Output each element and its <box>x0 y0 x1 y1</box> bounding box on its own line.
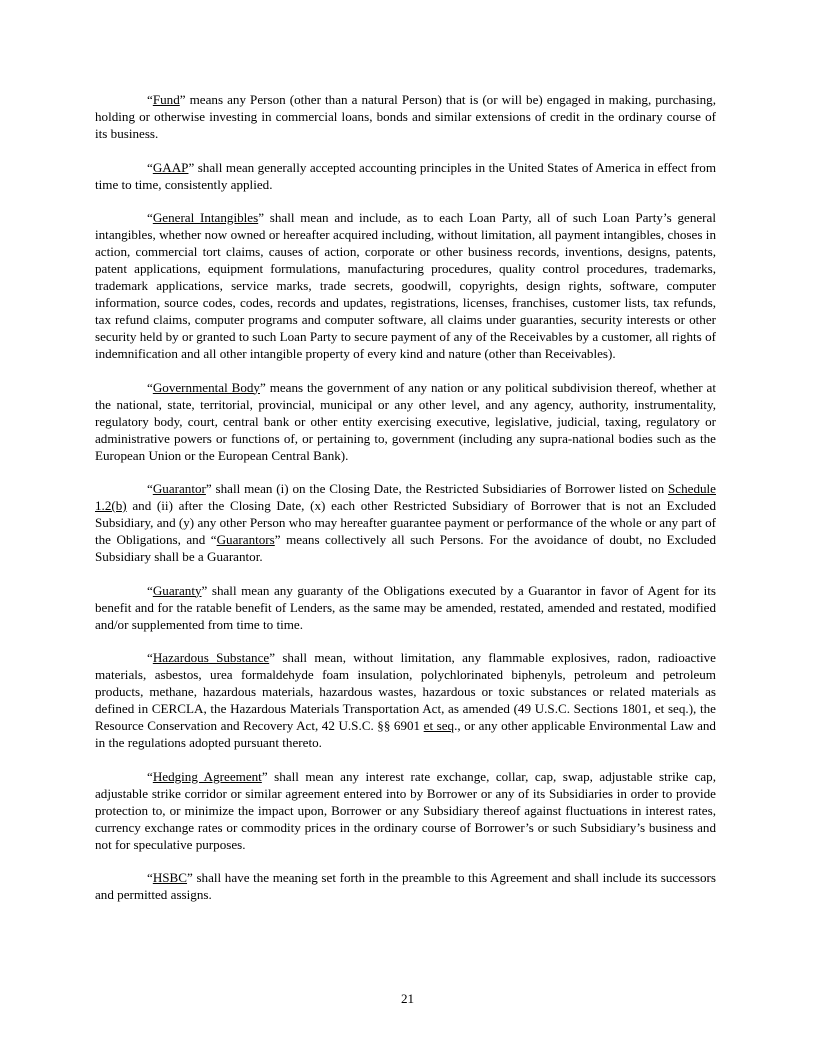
definition-text: shall mean and include, as to each Loan Party, all of such Loan Party’s general intangibles, whether now owned or hereafter acquired including, without limitation, all payment intangibles, choses in action, commercial tort claims, causes of action, corporate or other business records, inventions, designs, patents, patent applications, equipment formulations, manufacturing procedures, quality control procedures, trademarks, trademark applications, service marks, trade secrets, goodwill, copyrights, design rights, software, computer information, source codes, codes, records and updates, registrations, licenses, franchises, customer lists, tax refunds, tax refund claims, computer programs and computer software, all claims under guaranties, security interests or other security held by or granted to such Loan Party to secure payment of any of the Receivables by a customer, all rights of indemnification and all other intangible property of every kind and nature (other than Receivables). <box>95 210 716 361</box>
defined-term: General Intangibles <box>152 210 259 225</box>
definition-text: shall mean (i) on the Closing Date, the Restricted Subsidiaries of Borrower listed on <box>211 481 668 496</box>
defined-term: Hazardous Substance <box>152 650 270 665</box>
schedule-reference: Schedule 1.2(b) <box>95 481 716 513</box>
open-quote: “ <box>147 210 153 225</box>
page-number: 21 <box>400 991 415 1006</box>
open-quote: “ <box>147 92 153 107</box>
definition-text: ” means collectively all such Persons. For the avoidance of doubt, no Excluded Subsidiary shall be a Guarantor. <box>95 532 716 564</box>
definition-text: shall mean generally accepted accounting principles in the United States of America in effect from time to time, consistently applied. <box>95 159 716 192</box>
definition-text: and (ii) after the Closing Date, (x) each other Restricted Subsidiary of Borrower that is not an Excluded Subsidiary, and (y) any other Person who may hereafter guarantee payment or performance of the whole or any part of the Obligations, and “ <box>95 498 716 547</box>
open-quote: “ <box>147 481 153 496</box>
close-quote: ” <box>269 650 276 665</box>
definition-text: means any Person (other than a natural Person) that is (or will be) engaged in making, purchasing, holding or otherwise investing in commercial loans, bonds and similar extensions of credit in the ordinary course of its business. <box>95 92 716 141</box>
definition-hazardous-substance <box>95 649 716 751</box>
open-quote: “ <box>147 582 153 598</box>
definition-gaap <box>95 159 716 193</box>
definition-hedging-agreement <box>95 768 716 853</box>
defined-term-plural: Guarantors <box>216 532 275 547</box>
close-quote: ” <box>201 582 208 598</box>
definition-text: means the government of any nation or any political subdivision thereof, whether at the national, state, territorial, provincial, municipal or any other level, and any agency, authority, instrumentality, regulatory body, court, central bank or other entity exercising executive, legislative, judicial, taxing, regulatory or administrative powers or functions of, or pertaining to, government (including any supra-national bodies such as the European Union or the European Central Bank). <box>95 379 716 463</box>
defined-term: Hedging Agreement <box>152 768 262 784</box>
definition-hsbc <box>95 869 716 903</box>
defined-term: GAAP <box>152 159 189 175</box>
open-quote: “ <box>147 768 153 784</box>
close-quote: ” <box>179 92 186 107</box>
definition-guaranty <box>95 582 716 633</box>
definition-text: shall mean any interest rate exchange, collar, cap, swap, adjustable strike cap, adjustable strike corridor or similar agreement entered into by Borrower or any of its Subsidiaries in order to provide protection to, or minimize the impact upon, Borrower or any Subsidiary thereof against fluctuations in interest rates, currency exchange rates or commodity prices in the ordinary course of Borrower’s or such Subsidiary’s business and not for speculative purposes. <box>95 768 716 852</box>
defined-term: HSBC <box>152 870 188 885</box>
close-quote: ” <box>259 379 266 395</box>
definition-text: shall mean any guaranty of the Obligations executed by a Guarantor in favor of Agent for its benefit and for the ratable benefit of Lenders, as the same may be amended, restated, amended and restated, modified and/or supplemented from time to time. <box>95 582 716 632</box>
close-quote: ” <box>258 210 264 225</box>
definition-governmental-body <box>95 379 716 464</box>
definition-fund <box>95 91 716 142</box>
close-quote: ” <box>187 870 193 885</box>
open-quote: “ <box>147 379 153 395</box>
defined-term: Guarantor <box>152 481 206 496</box>
definition-text: ., or any other applicable Environmental Law and in the regulations adopted pursuant thereto. <box>95 718 716 750</box>
document-body <box>95 91 716 920</box>
defined-term: Governmental Body <box>152 379 260 395</box>
close-quote: ” <box>205 481 212 496</box>
open-quote: “ <box>147 650 153 665</box>
open-quote: “ <box>147 159 153 175</box>
definition-general-intangibles <box>95 209 716 362</box>
open-quote: “ <box>147 870 153 885</box>
definition-guarantor <box>95 480 716 565</box>
close-quote: ” <box>261 768 268 784</box>
close-quote: ” <box>188 159 195 175</box>
et-seq-reference: et seq <box>423 718 455 733</box>
definition-text: shall have the meaning set forth in the preamble to this Agreement and shall include its successors and permitted assigns. <box>95 870 716 902</box>
defined-term: Fund <box>152 92 180 107</box>
definition-text: shall mean, without limitation, any flammable explosives, radon, radioactive materials, asbestos, urea formaldehyde foam insulation, polychlorinated biphenyls, petroleum and petroleum products, methane, hazardous materials, hazardous wastes, hazardous or toxic substances or related materials as defined in CERCLA, the Hazardous Materials Transportation Act, as amended (49 U.S.C. Sections 1801, et seq.), the Resource Conservation and Recovery Act, 42 U.S.C. §§ 6901 <box>95 650 716 733</box>
defined-term: Guaranty <box>152 582 202 598</box>
